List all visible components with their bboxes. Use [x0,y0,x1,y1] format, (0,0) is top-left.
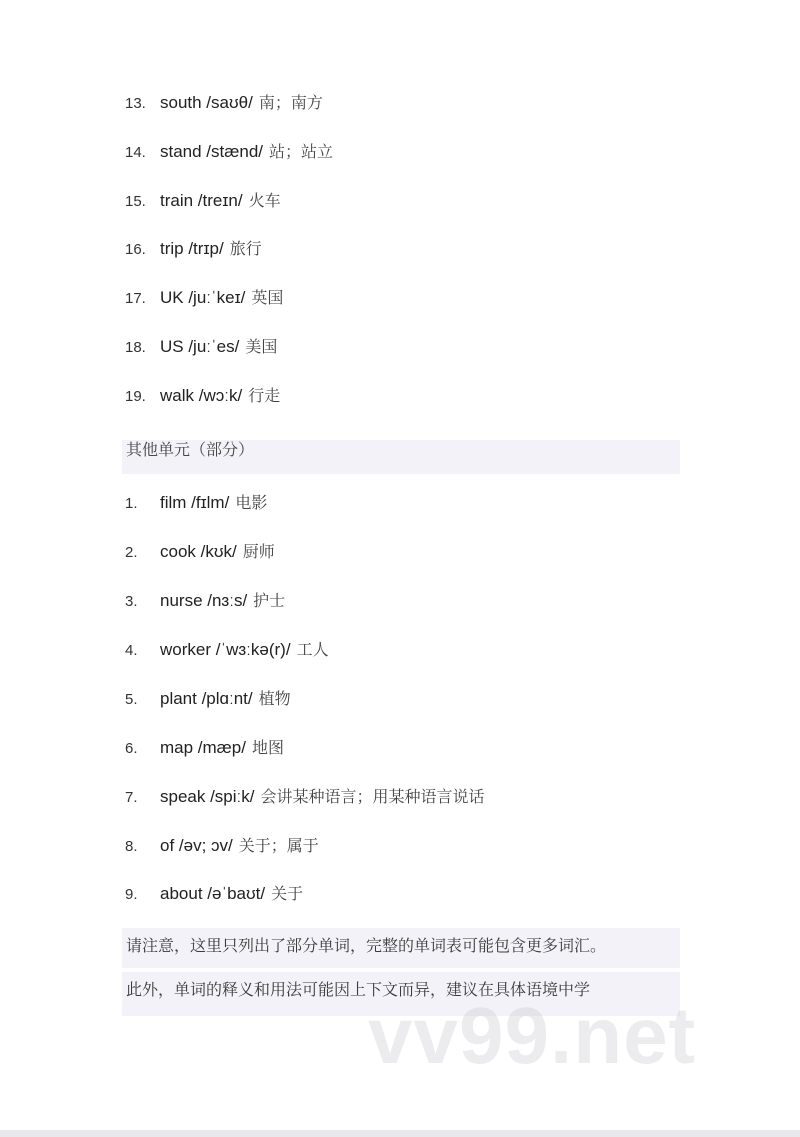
item-number: 4. [125,642,138,659]
note-line-1: 请注意，这里只列出了部分单词，完整的单词表可能包含更多词汇。 [122,928,680,968]
section-heading: 其他单元（部分） [122,440,680,474]
item-number: 19. [125,388,146,405]
item-entry [160,735,284,758]
item-entry [160,236,262,259]
item-number: 17. [125,290,146,307]
item-number: 5. [125,691,138,708]
item-entry [160,588,285,611]
item-entry [160,139,333,162]
item-meaning: 行走 [248,386,281,405]
page-bottom-edge [0,1130,800,1137]
item-word: map /mæp/ [160,738,246,757]
item-meaning: 火车 [248,191,281,210]
item-word: about /əˈbaʊt/ [160,884,266,903]
item-meaning: 地图 [251,738,284,757]
item-entry [160,833,319,856]
item-entry [160,881,303,904]
item-word: US /juːˈes/ [160,337,240,356]
item-meaning: 电影 [235,493,268,512]
item-word: train /treɪn/ [160,191,243,210]
item-number: 3. [125,593,138,610]
item-entry [160,188,281,211]
item-meaning: 英国 [251,288,284,307]
note-line-2: 此外，单词的释义和用法可能因上下文而异，建议在具体语境中学 [122,972,680,1016]
item-meaning: 护士 [253,591,286,610]
item-number: 9. [125,886,138,903]
item-number: 6. [125,740,138,757]
item-entry [160,637,329,660]
item-word: plant /plɑːnt/ [160,689,253,708]
item-meaning: 会讲某种语言；用某种语言说话 [260,787,485,806]
item-word: cook /kʊk/ [160,542,237,561]
item-number: 8. [125,838,138,855]
item-number: 14. [125,144,146,161]
item-number: 1. [125,495,138,512]
item-number: 13. [125,95,146,112]
item-meaning: 关于 [271,884,304,903]
item-word: trip /trɪp/ [160,239,224,258]
item-entry [160,539,275,562]
item-meaning: 工人 [296,640,329,659]
item-entry [160,383,280,406]
item-word: stand /stænd/ [160,142,264,161]
item-word: nurse /nɜːs/ [160,591,248,610]
item-word: film /fɪlm/ [160,493,230,512]
item-meaning: 站；站立 [269,142,334,161]
item-meaning: 旅行 [229,239,262,258]
item-entry [160,90,323,113]
item-meaning: 植物 [258,689,291,708]
item-number: 2. [125,544,138,561]
item-word: UK /juːˈkeɪ/ [160,288,246,307]
item-meaning: 美国 [245,337,278,356]
item-entry [160,784,485,807]
item-entry [160,686,291,709]
item-entry [160,334,277,357]
page-top-margin [0,0,800,50]
item-word: worker /ˈwɜːkə(r)/ [160,640,291,659]
item-meaning: 关于；属于 [238,836,319,855]
item-number: 7. [125,789,138,806]
item-word: of /əv; ɔv/ [160,836,233,855]
item-entry [160,285,283,308]
item-meaning: 厨师 [242,542,275,561]
watermark: vv99.net [368,991,697,1080]
item-entry [160,490,267,513]
item-word: south /saʊθ/ [160,93,253,112]
item-number: 16. [125,241,146,258]
item-meaning: 南；南方 [258,93,323,112]
item-number: 15. [125,193,146,210]
item-number: 18. [125,339,146,356]
item-word: walk /wɔːk/ [160,386,243,405]
item-word: speak /spiːk/ [160,787,255,806]
